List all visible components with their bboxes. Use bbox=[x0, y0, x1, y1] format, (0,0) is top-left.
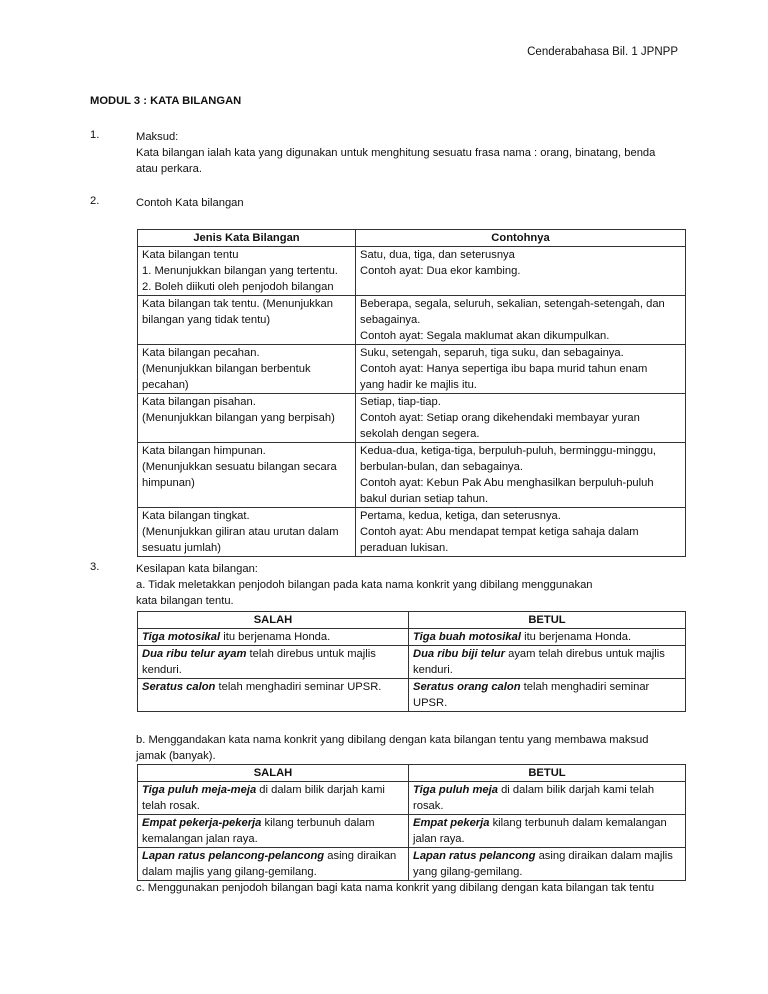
column-header: Contohnya bbox=[356, 230, 686, 247]
paragraph-line: Kata bilangan ialah kata yang digunakan untuk menghitung sesuatu frasa nama : orang, binatang, benda bbox=[136, 147, 656, 159]
table-cell: Tiga puluh meja di dalam bilik darjah kami telah rosak. bbox=[409, 782, 686, 815]
table-cell: Pertama, kedua, ketiga, dan seterusnya. Contoh ayat: Abu mendapat tempat ketiga sahaja dalam peraduan lukisan. bbox=[356, 508, 686, 557]
table-cell: Kata bilangan himpunan. (Menunjukkan sesuatu bilangan secara himpunan) bbox=[138, 443, 356, 508]
table-cell: Empat pekerja-pekerja kilang terbunuh dalam kemalangan jalan raya. bbox=[138, 815, 409, 848]
table-cell: Kata bilangan pisahan. (Menunjukkan bilangan yang berpisah) bbox=[138, 394, 356, 443]
table-header-row bbox=[138, 230, 686, 247]
subsection-line: a. Tidak meletakkan penjodoh bilangan pada kata nama konkrit yang dibilang menggunakan bbox=[136, 579, 593, 591]
table-cell: Kata bilangan tingkat. (Menunjukkan giliran atau urutan dalam sesuatu jumlah) bbox=[138, 508, 356, 557]
subsection-line: jamak (banyak). bbox=[136, 750, 216, 762]
section-heading: Contoh Kata bilangan bbox=[136, 197, 244, 209]
table-cell: Kedua-dua, ketiga-tiga, berpuluh-puluh, berminggu-minggu, berbulan-bulan, dan sebagainya. Contoh ayat: Kebun Pak Abu menghasilkan berpuluh-puluh bakul durian setiap tahun. bbox=[356, 443, 686, 508]
table-row bbox=[138, 815, 686, 848]
table-cell: Seratus orang calon telah menghadiri seminar UPSR. bbox=[409, 679, 686, 712]
section-heading: Kesilapan kata bilangan: bbox=[136, 563, 258, 575]
table-row bbox=[138, 508, 686, 557]
table-cell: Satu, dua, tiga, dan seterusnya Contoh ayat: Dua ekor kambing. bbox=[356, 247, 686, 296]
table-row bbox=[138, 629, 686, 646]
table-cell: Empat pekerja kilang terbunuh dalam kemalangan jalan raya. bbox=[409, 815, 686, 848]
table-header-row bbox=[138, 612, 686, 629]
subsection-line: c. Menggunakan penjodoh bilangan bagi kata nama konkrit yang dibilang dengan kata bilangan tak tentu bbox=[136, 882, 655, 894]
table-cell: Kata bilangan tentu 1. Menunjukkan bilangan yang tertentu. 2. Boleh diikuti oleh penjodoh bilangan bbox=[138, 247, 356, 296]
table-cell: Setiap, tiap-tiap. Contoh ayat: Setiap orang dikehendaki membayar yuran sekolah dengan segera. bbox=[356, 394, 686, 443]
subsection-line: b. Menggandakan kata nama konkrit yang dibilang dengan kata bilangan tentu yang membawa maksud bbox=[136, 734, 649, 746]
section-heading: Maksud: bbox=[136, 131, 179, 143]
table-row bbox=[138, 443, 686, 508]
table-cell: Lapan ratus pelancong asing diraikan dalam majlis yang gilang-gemilang. bbox=[409, 848, 686, 881]
table-header-row bbox=[138, 765, 686, 782]
table-cell: Dua ribu biji telur ayam telah direbus untuk majlis kenduri. bbox=[409, 646, 686, 679]
page-title: MODUL 3 : KATA BILANGAN bbox=[90, 95, 242, 107]
table-cell: Tiga puluh meja-meja di dalam bilik darjah kami telah rosak. bbox=[138, 782, 409, 815]
table-cell: Lapan ratus pelancong-pelancong asing diraikan dalam majlis yang gilang-gemilang. bbox=[138, 848, 409, 881]
table-row bbox=[138, 848, 686, 881]
salah-betul-table-a bbox=[137, 611, 686, 712]
table-row bbox=[138, 679, 686, 712]
table-cell: Dua ribu telur ayam telah direbus untuk majlis kenduri. bbox=[138, 646, 409, 679]
table-row bbox=[138, 247, 686, 296]
column-header: SALAH bbox=[138, 612, 409, 629]
table-cell: Suku, setengah, separuh, tiga suku, dan sebagainya. Contoh ayat: Hanya sepertiga ibu bapa murid tahun enam yang hadir ke majlis itu. bbox=[356, 345, 686, 394]
paragraph-line: atau perkara. bbox=[136, 163, 202, 175]
column-header: BETUL bbox=[409, 612, 686, 629]
subsection-line: kata bilangan tentu. bbox=[136, 595, 234, 607]
table-cell: Seratus calon telah menghadiri seminar UPSR. bbox=[138, 679, 409, 712]
table-cell: Tiga buah motosikal itu berjenama Honda. bbox=[409, 629, 686, 646]
table-row bbox=[138, 345, 686, 394]
table-row bbox=[138, 782, 686, 815]
column-header: SALAH bbox=[138, 765, 409, 782]
table-row bbox=[138, 394, 686, 443]
page-header: Cenderabahasa Bil. 1 JPNPP bbox=[527, 46, 678, 58]
table-row bbox=[138, 296, 686, 345]
table-cell: Tiga motosikal itu berjenama Honda. bbox=[138, 629, 409, 646]
column-header: BETUL bbox=[409, 765, 686, 782]
salah-betul-table-b bbox=[137, 764, 686, 881]
kata-bilangan-table bbox=[137, 229, 686, 557]
section-number: 1. bbox=[90, 129, 100, 141]
table-cell: Kata bilangan tak tentu. (Menunjukkan bilangan yang tidak tentu) bbox=[138, 296, 356, 345]
section-number: 2. bbox=[90, 195, 100, 207]
table-cell: Kata bilangan pecahan. (Menunjukkan bilangan berbentuk pecahan) bbox=[138, 345, 356, 394]
table-row bbox=[138, 646, 686, 679]
table-cell: Beberapa, segala, seluruh, sekalian, setengah-setengah, dan sebagainya. Contoh ayat: Segala maklumat akan dikumpulkan. bbox=[356, 296, 686, 345]
column-header: Jenis Kata Bilangan bbox=[138, 230, 356, 247]
section-number: 3. bbox=[90, 561, 100, 573]
